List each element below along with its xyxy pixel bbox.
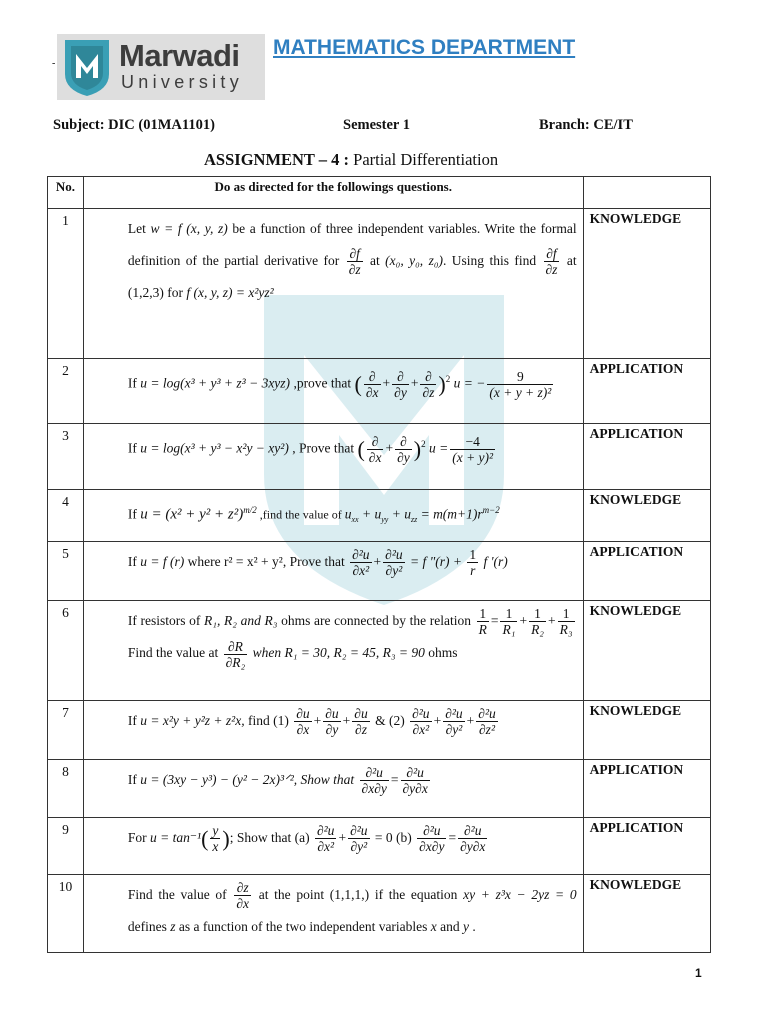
table-header-row <box>48 177 711 209</box>
question-text: If u = f (r) where r² = x² + y², Prove that $\frac{\text{∂²u}}{\text{∂x²}}$ + $\frac{\text{∂²u}}{\text{∂y²}}$ = f "(r) + $\frac{1}{r}$ f '(r) <box>83 542 583 601</box>
question-text: If $u = (x^2 + y^2 + z^2)^{m/2}$ ,find the value of $u_{xx} + u_{yy} + u_{zz} = m(m+1)r^{m-2}$ <box>83 490 583 542</box>
table-row <box>48 359 711 424</box>
level-badge: APPLICATION <box>583 542 710 601</box>
table-row <box>48 701 711 760</box>
question-number: 5 <box>48 542 84 601</box>
column-header-level <box>583 177 710 209</box>
margin-mark: - <box>52 58 56 69</box>
table-row <box>48 760 711 818</box>
table-row <box>48 875 711 953</box>
question-text: If u = (3xy − y³) − (y² − 2x)³ᐟ², Show that $\frac{\text{∂²u}}{\partial x\partial y}$ = $\frac{\text{∂²u}}{\partial y\partial x}$ <box>83 760 583 818</box>
table-row <box>48 601 711 701</box>
questions-table <box>47 176 711 953</box>
column-header-question: Do as directed for the followings questions. <box>83 177 583 209</box>
question-text: If u = log(x³ + y³ − x²y − xy²) , Prove that ( $\frac{\partial}{\partial x}$ + $\frac{\partial}{\partial y}$ )$^2$ u = $\frac{-4}{\text{(x + y)²}}$ <box>83 424 583 490</box>
level-badge: APPLICATION <box>583 424 710 490</box>
question-number: 9 <box>48 818 84 875</box>
department-heading: MATHEMATICS DEPARTMENT <box>273 36 576 59</box>
level-badge: KNOWLEDGE <box>583 209 710 359</box>
question-number: 3 <box>48 424 84 490</box>
question-number: 7 <box>48 701 84 760</box>
shield-emblem-icon <box>57 34 117 100</box>
branch-label: Branch: CE/IT <box>539 117 633 133</box>
table-row <box>48 424 711 490</box>
assignment-topic: Partial Differentiation <box>349 150 499 169</box>
page-number: 1 <box>695 966 702 980</box>
table-row <box>48 542 711 601</box>
table-row <box>48 490 711 542</box>
question-text: If resistors of R₁, R₂ and R₃ ohms are connected by the relation $\frac{1}{R}$ = $\frac{1}{\text{R₁}}$ + $\frac{1}{\text{R₂}}$ + $\frac{1}{\text{R₃}}$ Find the value at $\frac{\partial R}{\text{∂R₂}}$ when R₁ = 30, R₂ = 45, R₃ = 90 ohms <box>83 601 583 701</box>
column-header-no: No. <box>48 177 84 209</box>
question-number: 2 <box>48 359 84 424</box>
logo-subtitle: University <box>121 72 244 92</box>
question-text: Let w = f (x, y, z) be a function of three independent variables. Write the formal definition of the partial derivative for $\frac{\partial f}{\partial z}$ at (x₀, y₀, z₀). Using this find $\frac{\partial f}{\partial z}$ at (1,2,3) for f (x, y, z) = x²yz² <box>83 209 583 359</box>
table-row <box>48 209 711 359</box>
question-number: 8 <box>48 760 84 818</box>
question-text: If u = x²y + y²z + z²x, find (1) $\frac{\partial u}{\partial x}$ + $\frac{\partial u}{\partial y}$ + $\frac{\partial u}{\partial z}$ & (2) $\frac{\text{∂²u}}{\text{∂x²}}$ + $\frac{\text{∂²u}}{\text{∂y²}}$ + $\frac{\text{∂²u}}{\text{∂z²}}$ <box>83 701 583 760</box>
question-number: 10 <box>48 875 84 953</box>
level-badge: KNOWLEDGE <box>583 601 710 701</box>
assignment-number: ASSIGNMENT – 4 : <box>204 150 350 169</box>
logo-wordmark: Marwadi <box>119 38 240 73</box>
level-badge: KNOWLEDGE <box>583 701 710 760</box>
question-number: 1 <box>48 209 84 359</box>
assignment-title <box>204 150 498 170</box>
question-number: 6 <box>48 601 84 701</box>
table-row <box>48 818 711 875</box>
level-badge: APPLICATION <box>583 359 710 424</box>
question-text: For u = tan⁻¹( $\frac{y}{x}$ ); Show that (a) $\frac{\text{∂²u}}{\text{∂x²}}$ + $\frac{\text{∂²u}}{\text{∂y²}}$ = 0 (b) $\frac{\text{∂²u}}{\partial x\partial y}$ = $\frac{\text{∂²u}}{\partial y\partial x}$ <box>83 818 583 875</box>
level-badge: KNOWLEDGE <box>583 875 710 953</box>
level-badge: KNOWLEDGE <box>583 490 710 542</box>
question-number: 4 <box>48 490 84 542</box>
subject-label: Subject: DIC (01MA1101) <box>53 117 215 133</box>
question-text: Find the value of $\frac{\partial z}{\partial x}$ at the point (1,1,1,) if the equation xy + z³x − 2yz = 0 defines z as a function of the two independent variables x and y . <box>83 875 583 953</box>
semester-label: Semester 1 <box>343 117 410 133</box>
level-badge: APPLICATION <box>583 818 710 875</box>
question-text: If u = log(x³ + y³ + z³ − 3xyz) ,prove that ( $\frac{\partial}{\partial x}$ + $\frac{\partial}{\partial y}$ + $\frac{\partial}{\partial z}$ )$^2$ u = − $\frac{9}{\text{(x + y + z)²}}$ <box>83 359 583 424</box>
university-logo <box>57 34 265 100</box>
level-badge: APPLICATION <box>583 760 710 818</box>
